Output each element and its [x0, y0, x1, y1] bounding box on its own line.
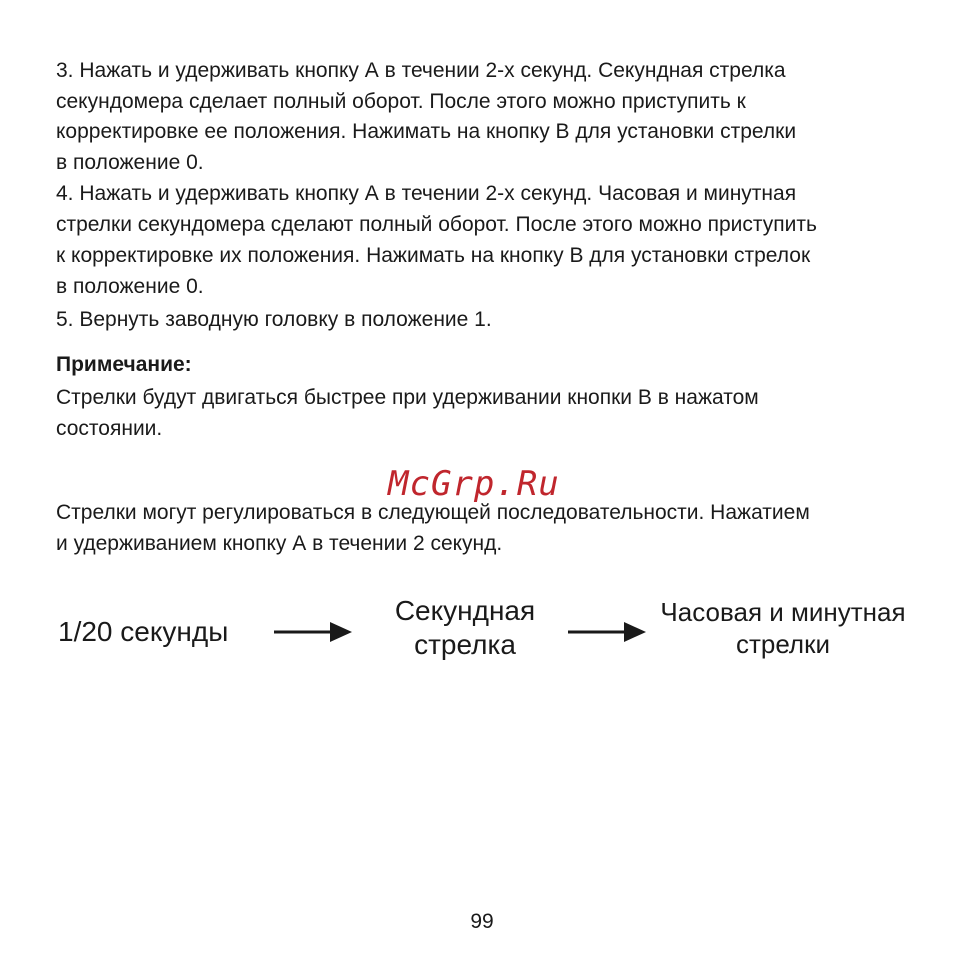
- note-line-2: состоянии.: [56, 417, 163, 440]
- step-3-line-3: корректировке ее положения. Нажимать на кнопку В для установки стрелки: [56, 120, 797, 143]
- note-line-1: Стрелки будут двигаться быстрее при удерживании кнопки В в нажатом: [56, 386, 759, 409]
- flow-step-2-line-2: стрелка: [414, 629, 516, 660]
- flow-step-2-line-1: Секундная: [394, 595, 536, 626]
- step-3-line-1: 3. Нажать и удерживать кнопку А в течении 2-х секунд. Секундная стрелка: [56, 59, 786, 82]
- step-4-line-2: стрелки секундомера сделают полный оборот. После этого можно приступить: [56, 213, 817, 236]
- flow-arrow-2-icon: [568, 620, 648, 644]
- flow-step-2: [380, 594, 550, 662]
- flow-step-3: [646, 596, 920, 660]
- step-4-line-4: в положение 0.: [56, 275, 204, 298]
- flow-step-3-line-2: стрелки: [735, 629, 831, 659]
- flow-step-1: 1/20 секунды: [58, 616, 229, 647]
- sequence-intro-line-2: и удерживанием кнопку А в течении 2 секунд.: [56, 532, 503, 555]
- step-3-line-2: секундомера сделает полный оборот. После этого можно приступить к: [56, 90, 746, 113]
- flow-arrow-1-icon: [274, 620, 354, 644]
- step-4-line-3: к корректировке их положения. Нажимать на кнопку В для установки стрелок: [56, 244, 811, 267]
- step-4-line-1: 4. Нажать и удерживать кнопку А в течении 2-х секунд. Часовая и минутная: [56, 182, 797, 205]
- flow-step-3-line-1: Часовая и минутная: [660, 597, 906, 627]
- step-5-line-1: 5. Вернуть заводную головку в положение 1.: [56, 308, 492, 331]
- note-title: Примечание:: [56, 353, 192, 376]
- step-3-line-4: в положение 0.: [56, 151, 204, 174]
- page-number: 99: [470, 910, 494, 933]
- watermark: McGrp.Ru: [388, 464, 560, 504]
- sequence-intro-line-1: Стрелки могут регулироваться в следующей последовательности. Нажатием: [56, 501, 810, 524]
